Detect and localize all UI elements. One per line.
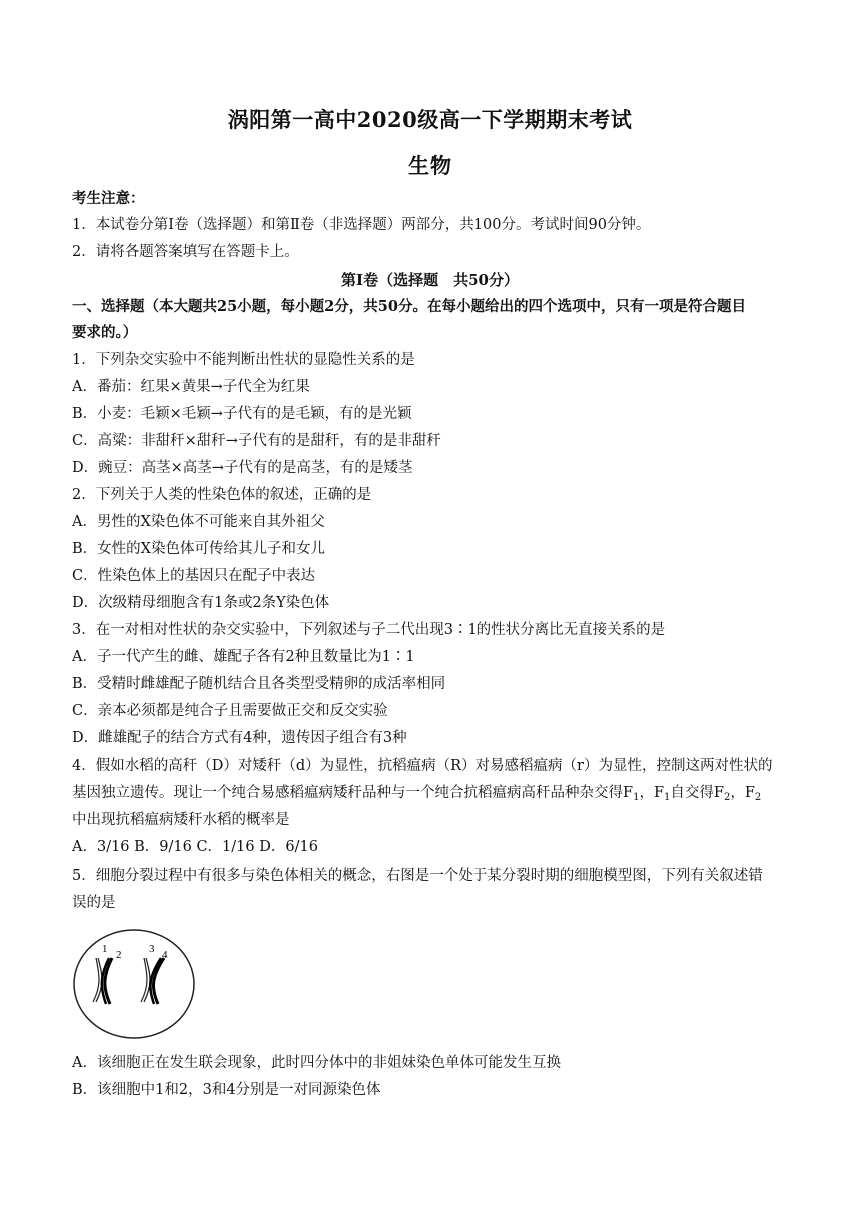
fig-label-3: 3	[149, 943, 155, 955]
q4-stem-line2: 基因独立遗传。现让一个纯合易感稻瘟病矮秆品种与一个纯合抗稻瘟病高秆品种杂交得$F_1$，$F_1$自交得$F_2$，$F_2$	[72, 785, 762, 803]
exam-title: 涡阳第一高中2020级高一下学期期末考试	[227, 107, 633, 132]
q1-option-c: C．高粱：非甜秆×甜秆→子代有的是甜秆，有的是非甜秆	[72, 433, 441, 449]
q4-f2-b: $F_2$	[744, 785, 762, 803]
q1-option-b: B．小麦：毛颖×毛颖→子代有的是毛颖，有的是光颖	[72, 406, 412, 422]
q5-stem-line1: 5．细胞分裂过程中有很多与染色体相关的概念，右图是一个处于某分裂时期的细胞模型图，下列有关叙述错	[72, 868, 763, 884]
q5-option-b: B．该细胞中1和2，3和4分别是一对同源染色体	[72, 1082, 381, 1098]
q4-stem-line3: 中出现抗稻瘟病矮秆水稻的概率是	[72, 812, 290, 828]
q3-stem: 3．在一对相对性状的杂交实验中，下列叙述与子二代出现3∶1的性状分离比无直接关系的是	[72, 622, 666, 638]
section-instruction-line1: 一、选择题（本大题共25小题，每小题2分，共50分。在每小题给出的四个选项中，只有一项是符合题目	[72, 298, 746, 315]
q3-option-b: B．受精时雌雄配子随机结合且各类型受精卵的成活率相同	[72, 676, 446, 692]
q2-option-d: D．次级精母细胞含有1条或2条Y染色体	[72, 595, 330, 611]
exam-subject: 生物	[408, 153, 452, 178]
q2-option-c: C．性染色体上的基因只在配子中表达	[72, 568, 316, 584]
notice-item-1: 1．本试卷分第Ⅰ卷（选择题）和第Ⅱ卷（非选择题）两部分，共100分。考试时间90分钟。	[72, 217, 651, 233]
cell-model-figure	[72, 928, 196, 1040]
q3-option-d: D．雌雄配子的结合方式有4种，遗传因子组合有3种	[72, 730, 407, 746]
q2-stem: 2．下列关于人类的性染色体的叙述，正确的是	[72, 487, 372, 503]
q5-stem-line2: 误的是	[72, 895, 116, 911]
q5-option-a: A．该细胞正在发生联会现象，此时四分体中的非姐妹染色单体可能发生互换	[72, 1055, 561, 1071]
q4-f1-a: $F_1$	[623, 785, 640, 803]
notice-item-2: 2．请将各题答案填写在答题卡上。	[72, 244, 299, 260]
cell-outline	[74, 930, 194, 1038]
q1-option-d: D．豌豆：高茎×高茎→子代有的是高茎，有的是矮茎	[72, 460, 413, 476]
q2-option-b: B．女性的X染色体可传给其儿子和女儿	[72, 541, 325, 557]
section-title: 第Ⅰ卷（选择题 共50分）	[341, 271, 519, 289]
q3-option-c: C．亲本必须都是纯合子且需要做正交和反交实验	[72, 703, 388, 719]
q1-stem: 1．下列杂交实验中不能判断出性状的显隐性关系的是	[72, 352, 415, 368]
fig-label-1: 1	[102, 943, 108, 955]
q2-option-a: A．男性的X染色体不可能来自其外祖父	[72, 514, 325, 530]
fig-label-2: 2	[116, 949, 122, 961]
chromosome-pair-3-4	[141, 958, 164, 1004]
q4-line2-text: 基因独立遗传。现让一个纯合易感稻瘟病矮秆品种与一个纯合抗稻瘟病高秆品种杂交得	[72, 785, 623, 801]
q4-f1-b: $F_1$	[653, 785, 671, 803]
fig-label-4: 4	[162, 949, 168, 961]
chromosome-pair-1-2	[93, 958, 112, 1004]
q4-stem-line1: 4．假如水稻的高秆（D）对矮秆（d）为显性，抗稻瘟病（R）对易感稻瘟病（r）为显性，控制这两对性状的	[72, 758, 773, 774]
q4-options: A．3/16 B．9/16 C．1/16 D．6/16	[72, 839, 318, 855]
chromosome-4	[154, 958, 165, 1004]
notice-heading: 考生注意：	[72, 190, 145, 207]
section-instruction-line2: 要求的。）	[72, 324, 138, 341]
q3-option-a: A．子一代产生的雌、雄配子各有2种且数量比为1∶1	[72, 649, 415, 665]
q4-f2-a: $F_2$	[713, 785, 731, 803]
q1-option-a: A．番茄：红果×黄果→子代全为红果	[72, 379, 310, 395]
